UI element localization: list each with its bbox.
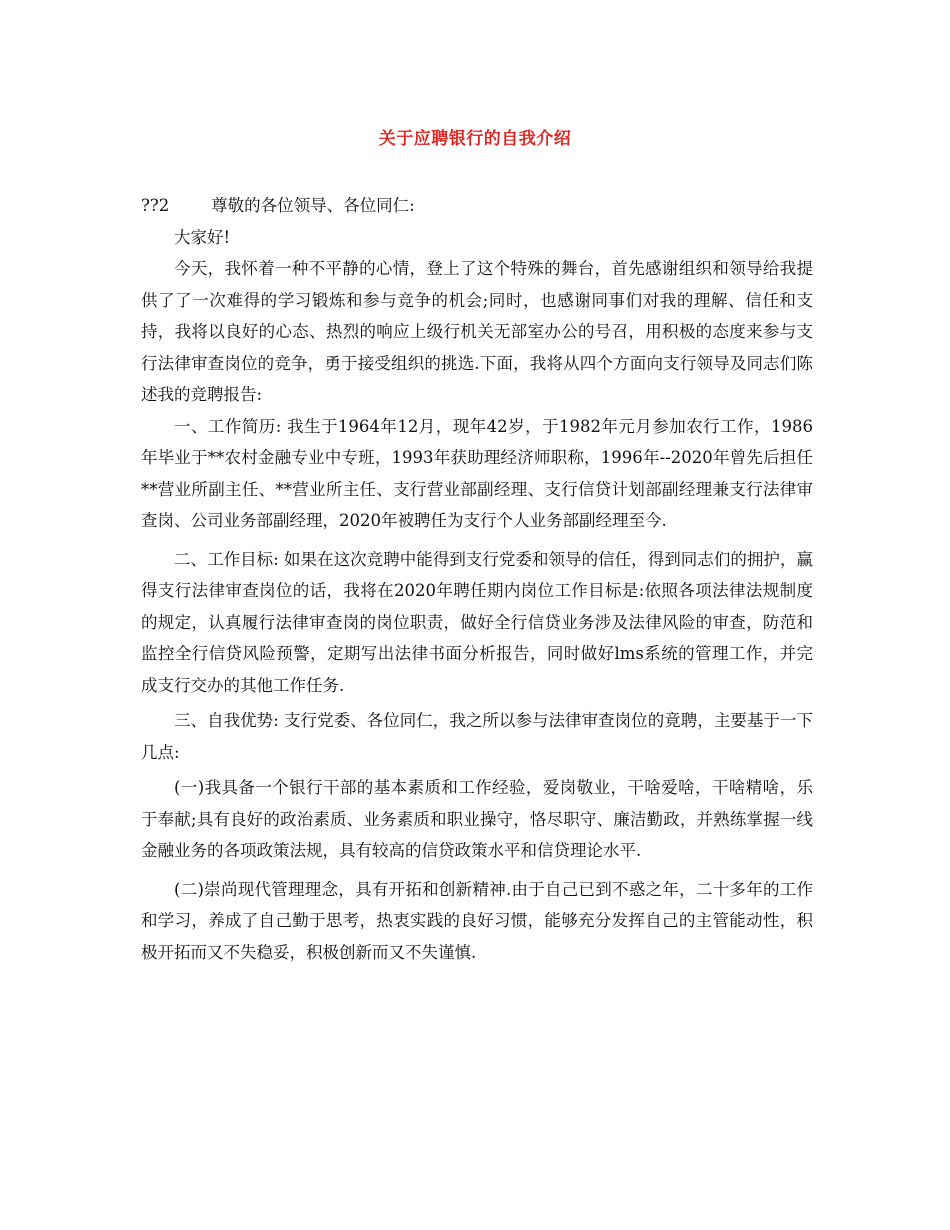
- salutation: ??2 尊敬的各位领导、各位同仁:: [141, 196, 415, 215]
- paragraph-point-two: (二)崇尚现代管理理念，具有开拓和创新精神.由于自己已到不惑之年，二十多年的工作和学习，养成了自己勤于思考，热衷实践的良好习惯，能够充分发挥自己的主管能动性，积极开拓而又不失稳妥，积极创新而又不失谨慎.: [141, 879, 813, 962]
- paragraph-greeting: 大家好!: [174, 227, 231, 247]
- document-title: 关于应聘银行的自我介绍: [378, 129, 572, 149]
- paragraph-point-one: (一)我具备一个银行干部的基本素质和工作经验，爱岗敬业，干啥爱啥，干啥精啥，乐于奉献;具有良好的政治素质、业务素质和职业操守，恪尽职守、廉洁勤政，并熟练掌握一线金融业务的各项政策法规，具有较高的信贷政策水平和信贷理论水平.: [141, 778, 813, 860]
- document-body: [141, 190, 813, 968]
- paragraph-self-advantages: 三、自我优势: 支行党委、各位同仁，我之所以参与法律审查岗位的竟聘，主要基于一下几点:: [141, 711, 813, 762]
- paragraph-intro: 今天，我怀着一种不平静的心情，登上了这个特殊的舞台，首先感谢组织和领导给我提供了了一次难得的学习锻炼和参与竞争的机会;同时，也感谢同事们对我的理解、信任和支持，我将以良好的心态、热烈的响应上级行机关无部室办公的号召，用积极的态度来参与支行法律审查岗位的竞争，勇于接受组织的挑选.下面，我将从四个方面向支行领导及同志们陈述我的竞聘报告:: [141, 259, 813, 404]
- paragraph-work-goals: 二、工作目标: 如果在这次竞聘中能得到支行党委和领导的信任，得到同志们的拥护，赢得支行法律审查岗位的话，我将在2020年聘任期内岗位工作目标是:依照各项法律法规制度的规定，认真履行法律审查岗的岗位职责，做好全行信贷业务涉及法律风险的审查，防范和监控全行信贷风险预警，定期写出法律书面分析报告，同时做好lms系统的管理工作，并完成支行交办的其他工作任务.: [141, 549, 813, 695]
- paragraph-work-history: 一、工作简历: 我生于1964年12月，现年42岁，于1982年元月参加农行工作，1986年毕业于**农村金融专业中专班，1993年获助理经济师职称，1996年--2020年曾先后担任**营业所副主任、**营业所主任、支行营业部副经理、支行信贷计划部副经理兼支行法律审查岗、公司业务部副经理，2020年被聘任为支行个人业务部副经理至今.: [141, 416, 813, 530]
